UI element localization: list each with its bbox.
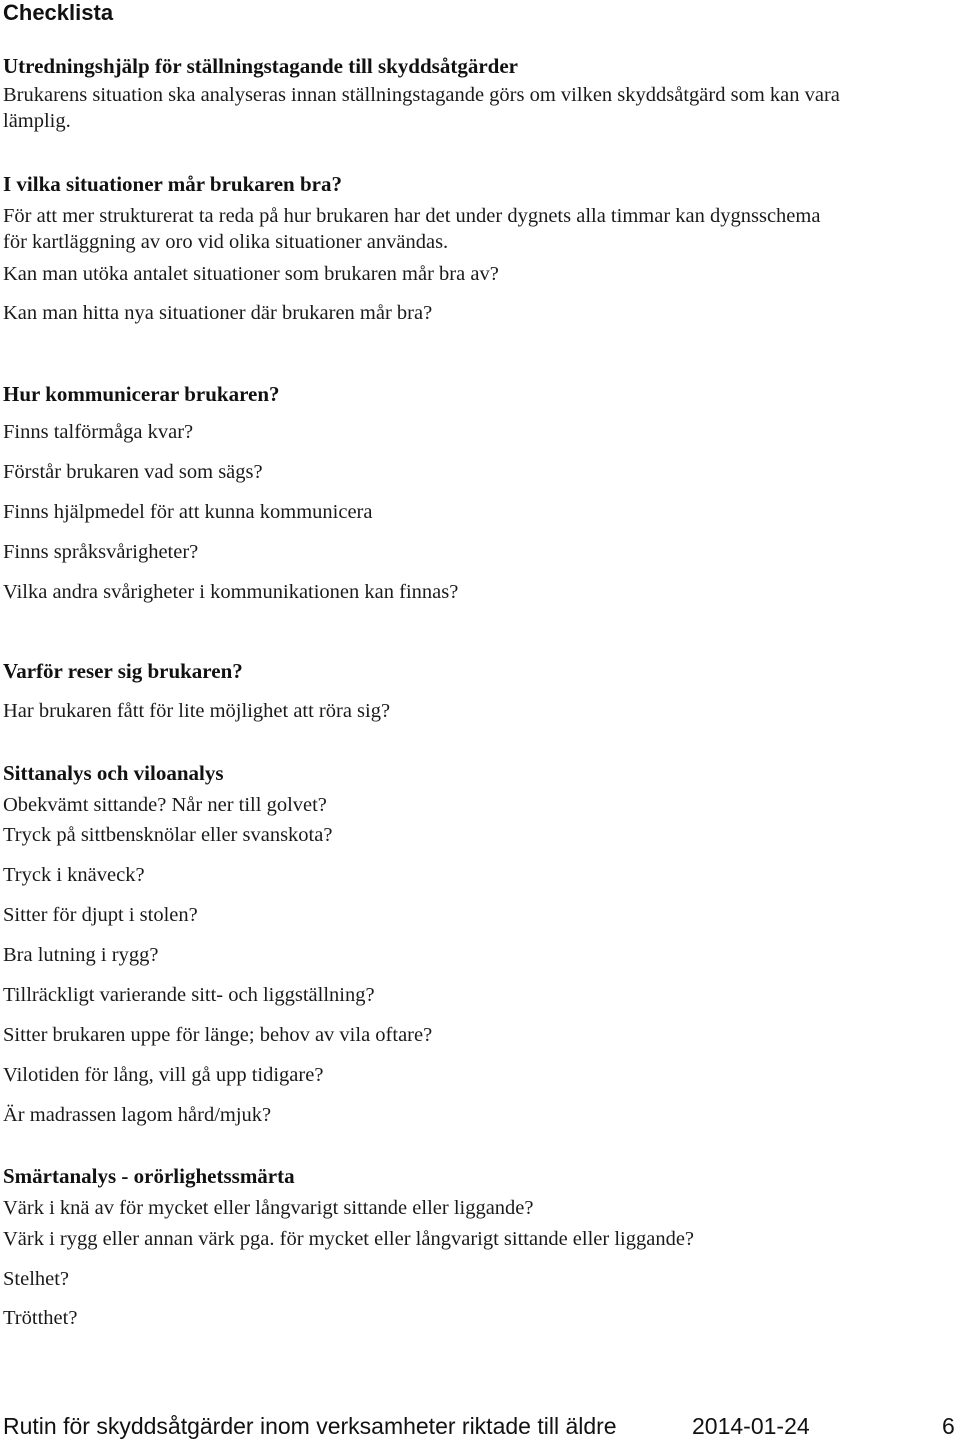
section-heading: Utredningshjälp för ställningstagande till skyddsåtgärder <box>3 54 518 78</box>
text-line: För att mer strukturerat ta reda på hur brukaren har det under dygnets alla timmar kan dygnsschema <box>3 205 821 227</box>
page-title: Checklista <box>3 0 114 25</box>
text-line: Bra lutning i rygg? <box>3 944 159 966</box>
text-line: Finns talförmåga kvar? <box>3 421 194 443</box>
section-heading: Varför reser sig brukaren? <box>3 659 243 683</box>
footer-document-title: Rutin för skyddsåtgärder inom verksamheter riktade till äldre <box>3 1413 617 1439</box>
text-line: Finns språksvårigheter? <box>3 541 199 563</box>
text-line: Brukarens situation ska analyseras innan ställningstagande görs om vilken skyddsåtgärd som kan vara <box>3 84 840 106</box>
section-heading: Smärtanalys - orörlighetssmärta <box>3 1164 295 1188</box>
text-line: Vilotiden för lång, vill gå upp tidigare? <box>3 1064 324 1086</box>
text-line: Värk i knä av för mycket eller långvarigt sittande eller liggande? <box>3 1197 534 1219</box>
text-line: för kartläggning av oro vid olika situationer användas. <box>3 231 449 253</box>
text-line: Tryck i knäveck? <box>3 864 145 886</box>
text-line: Värk i rygg eller annan värk pga. för mycket eller långvarigt sittande eller liggande? <box>3 1228 695 1250</box>
text-line: Är madrassen lagom hård/mjuk? <box>3 1104 272 1126</box>
text-line: Kan man utöka antalet situationer som brukaren mår bra av? <box>3 263 499 285</box>
text-line: Finns hjälpmedel för att kunna kommunicera <box>3 501 373 523</box>
text-line: Sitter brukaren uppe för länge; behov av vila oftare? <box>3 1024 433 1046</box>
text-line: Tryck på sittbensknölar eller svanskota? <box>3 824 333 846</box>
text-line: Tillräckligt varierande sitt- och liggställning? <box>3 984 375 1006</box>
text-line: lämplig. <box>3 110 71 132</box>
section-heading: I vilka situationer mår brukaren bra? <box>3 172 342 196</box>
text-line: Har brukaren fått för lite möjlighet att röra sig? <box>3 700 391 722</box>
text-line: Förstår brukaren vad som sägs? <box>3 461 263 483</box>
text-line: Trötthet? <box>3 1307 78 1329</box>
footer-page-number: 6 <box>942 1413 955 1439</box>
footer-date: 2014-01-24 <box>692 1413 810 1439</box>
text-line: Stelhet? <box>3 1268 70 1290</box>
section-heading: Sittanalys och viloanalys <box>3 761 224 785</box>
text-line: Vilka andra svårigheter i kommunikationen kan finnas? <box>3 581 459 603</box>
section-heading: Hur kommunicerar brukaren? <box>3 382 280 406</box>
text-line: Obekvämt sittande? Når ner till golvet? <box>3 794 327 816</box>
text-line: Sitter för djupt i stolen? <box>3 904 198 926</box>
text-line: Kan man hitta nya situationer där brukaren mår bra? <box>3 302 433 324</box>
